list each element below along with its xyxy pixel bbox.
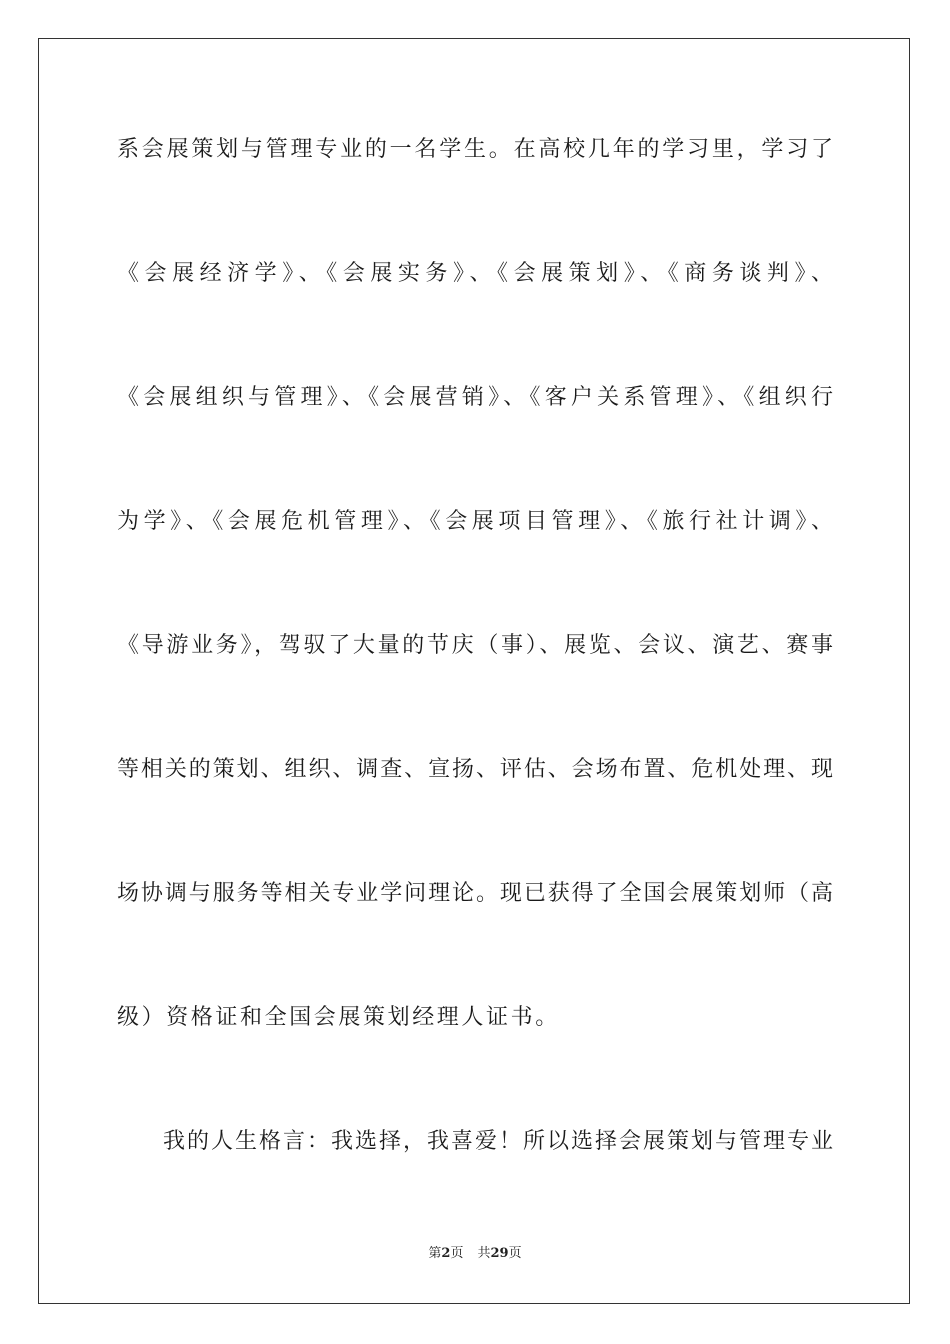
text-line-2: 《会展经济学》、《会展实务》、《会展策划》、《商务谈判》、 xyxy=(117,261,833,286)
text-line-3: 《会展组织与管理》、《会展营销》、《客户关系管理》、《组织行 xyxy=(117,385,833,410)
text-line-7: 场协调与服务等相关专业学问理论。现已获得了全国会展策划师（高 xyxy=(117,881,833,906)
total-pages: 29 xyxy=(490,1246,509,1261)
page-number: 2 xyxy=(441,1246,451,1261)
page-suffix: 页 xyxy=(450,1246,464,1261)
text-line-1: 系会展策划与管理专业的一名学生。在高校几年的学习里，学习了 xyxy=(117,137,833,162)
text-line-9: 我的人生格言：我选择，我喜爱！所以选择会展策划与管理专业 xyxy=(163,1129,833,1154)
text-line-8: 级）资格证和全国会展策划经理人证书。 xyxy=(117,1005,560,1030)
text-line-5: 《导游业务》，驾驭了大量的节庆（事）、展览、会议、演艺、赛事 xyxy=(117,633,833,658)
text-line-6: 等相关的策划、组织、调查、宣扬、评估、会场布置、危机处理、现 xyxy=(117,757,833,782)
text-line-4: 为学》、《会展危机管理》、《会展项目管理》、《旅行社计调》、 xyxy=(117,509,833,534)
document-body xyxy=(117,0,833,1344)
page-prefix: 第 xyxy=(428,1246,442,1261)
total-suffix: 页 xyxy=(508,1246,522,1261)
total-prefix: 共 xyxy=(477,1246,491,1261)
page-footer xyxy=(0,1244,950,1264)
